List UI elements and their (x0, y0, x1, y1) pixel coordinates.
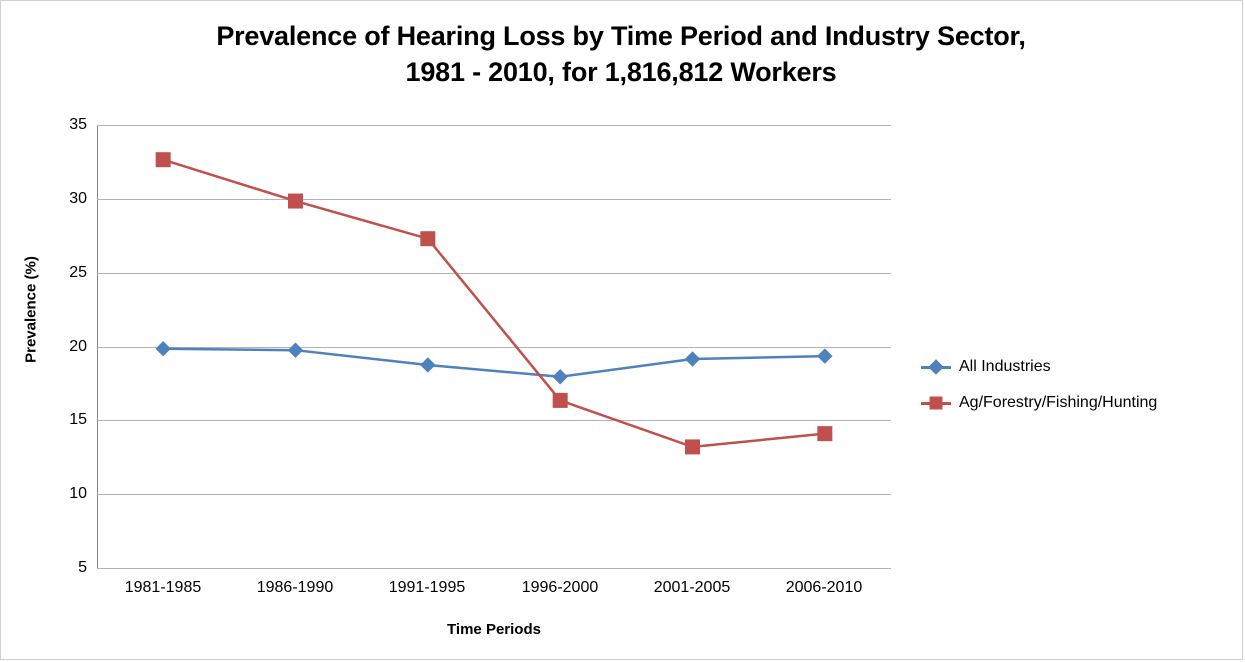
x-tick-label: 1996-2000 (521, 579, 599, 596)
series-line (163, 349, 825, 377)
data-point-marker[interactable] (156, 153, 170, 167)
x-tick-label: 2001-2005 (653, 579, 731, 596)
data-point-marker[interactable] (553, 370, 567, 384)
y-tick-label: 30 (69, 189, 87, 207)
x-tick-label: 1986-1990 (256, 579, 334, 596)
plot-area (97, 125, 891, 568)
x-axis-title: Time Periods (447, 621, 541, 638)
series-line (163, 160, 825, 447)
gridline (97, 568, 891, 569)
data-point-marker[interactable] (421, 232, 435, 246)
data-point-marker[interactable] (156, 342, 170, 356)
data-point-marker[interactable] (686, 440, 700, 454)
x-tick-label: 2006-2010 (785, 579, 863, 596)
legend-marker-diamond-icon (921, 366, 951, 369)
series-plot (97, 125, 891, 568)
data-point-marker[interactable] (686, 352, 700, 366)
legend (921, 349, 1231, 421)
y-tick-label: 25 (69, 263, 87, 281)
chart-title (91, 19, 1151, 90)
y-tick-label: 15 (69, 411, 87, 429)
y-tick-label: 5 (78, 559, 87, 576)
x-tick-label: 1991-1995 (388, 579, 466, 596)
legend-marker-square-icon (921, 402, 951, 405)
y-axis-title: Prevalence (%) (22, 256, 40, 363)
x-tick-label: 1981-1985 (124, 579, 202, 596)
data-point-marker[interactable] (553, 393, 567, 407)
y-axis-ticks (41, 116, 87, 576)
data-point-marker[interactable] (421, 358, 435, 372)
data-point-marker[interactable] (289, 343, 303, 357)
data-point-marker[interactable] (818, 349, 832, 363)
y-tick-label: 20 (69, 337, 87, 355)
legend-item-ag-forestry-fishing-hunting[interactable] (921, 385, 1231, 421)
chart-title-line-2: 1981 - 2010, for 1,816,812 Workers (405, 56, 837, 87)
data-point-marker[interactable] (818, 427, 832, 441)
legend-label: Ag/Forestry/Fishing/Hunting (959, 394, 1158, 411)
y-tick-label: 10 (69, 485, 87, 503)
legend-item-all-industries[interactable] (921, 349, 1231, 385)
legend-label: All Industries (959, 358, 1051, 375)
chart-title-line-1: Prevalence of Hearing Loss by Time Period and Industry Sector, (216, 21, 1026, 51)
y-tick-label: 35 (69, 116, 87, 133)
data-point-marker[interactable] (289, 194, 303, 208)
